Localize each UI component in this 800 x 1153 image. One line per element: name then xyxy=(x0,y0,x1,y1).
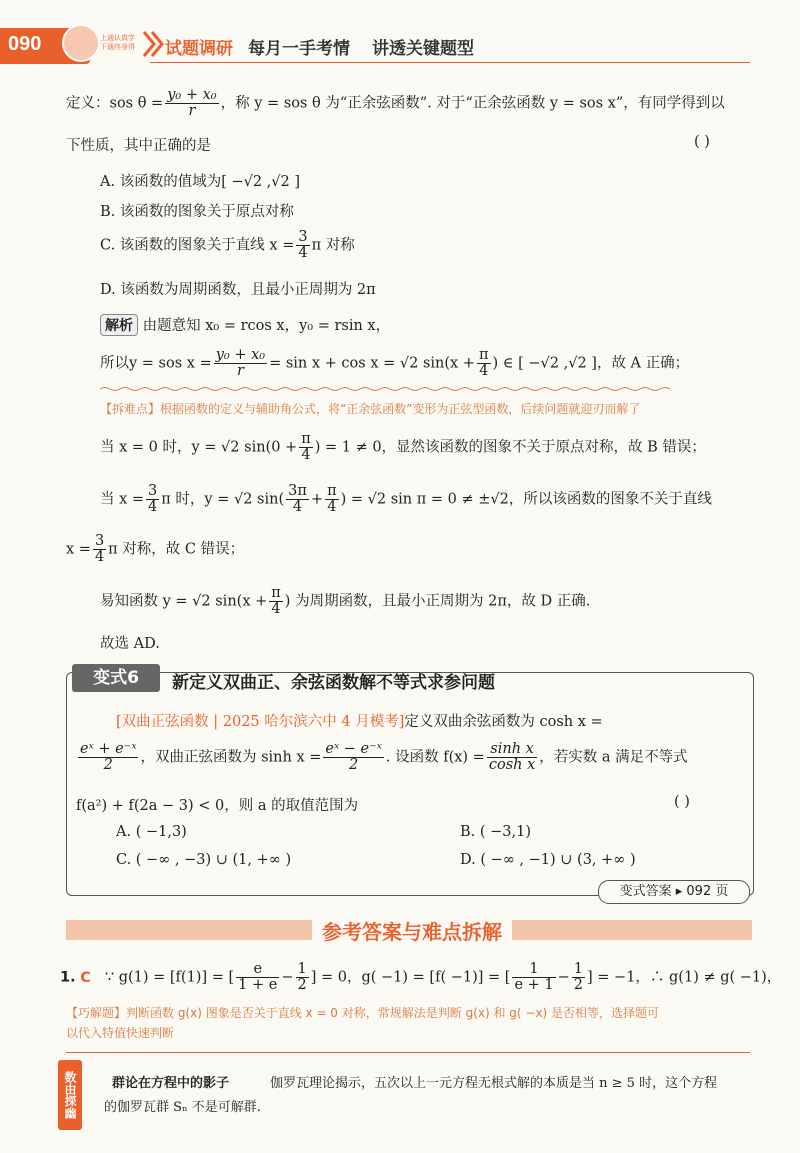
solution-line5: x = $\frac{3}{4}$ π 对称，故 C 错误； xyxy=(66,533,245,565)
solution-line4: 当 x = $\frac{3}{4}$ π 时，y = √2 sin( $\frac{3\pi}{4}$ + $\frac{\pi}{4}$ ) = √2 sin π = 0 ≠ ±√2，所以该函数的图象不关于直线 xyxy=(100,483,712,515)
page-number: 090 xyxy=(8,33,42,55)
footer-text-2: 的伽罗瓦群 Sₙ 不是可解群. xyxy=(104,1100,261,1115)
variant-option-d: D. ( −∞ , −1) ∪ (3, +∞ ) xyxy=(460,852,636,868)
header-title-2: 每月一手考情 xyxy=(248,39,350,59)
problem-intro: 定义：sos θ = $\frac{\text{y₀ + x₀}}{r}$ ，称 y = sos θ 为“正余弦函数”. 对于“正余弦函数 y = sos x”，有同学得到以 xyxy=(66,87,725,119)
variant-title: 新定义双曲正、余弦函数解不等式求参问题 xyxy=(172,673,495,693)
logo-caption: 上通认真学 下通终身得 xyxy=(100,35,135,51)
reference-note-1: 【巧解题】判断函数 g(x) 图象是否关于直线 x = 0 对称，常规解法是判断 g(x) 和 g( −x) 是否相等，选择题可 xyxy=(66,1006,660,1020)
answer-paren: ( ) xyxy=(694,134,710,150)
hint-note: 【拆难点】根据函数的定义与辅助角公式，将“正余弦函数”变形为正弦型函数，后续问题就迎刃而解了 xyxy=(100,402,641,416)
variant-option-b: B. ( −3,1) xyxy=(460,824,532,840)
solution-line3: 当 x = 0 时，y = √2 sin(0 + $\frac{\pi}{4}$ ) = 1 ≠ 0，显然该函数的图象不关于原点对称，故 B 错误； xyxy=(100,431,706,463)
option-d: D. 该函数为周期函数，且最小正周期为 2π xyxy=(100,282,376,298)
solution-line1: 解析 由题意知 x₀ = rcos x，y₀ = rsin x， xyxy=(100,314,390,336)
option-a: A. 该函数的值域为[ −√2 ,√2 ] xyxy=(100,174,301,190)
logo-icon xyxy=(62,24,100,62)
reference-line1: 1. C ∵ g(1) = [f(1)] = [ $\frac{e}{1 + e}$ − $\frac{1}{2}$ ] = 0，g( −1) = [f( −1)] = [ $\frac{1}{e + 1}$ − $\frac{1}{2}$ ] = −1，∴ g(1) ≠ g( −1)， xyxy=(60,961,782,993)
variant-option-c: C. ( −∞ , −3) ∪ (1, +∞ ) xyxy=(116,852,292,868)
header-title-1: 试题调研 xyxy=(165,39,233,59)
wavy-underline xyxy=(100,386,670,392)
header-title-3: 讲透关键题型 xyxy=(372,39,474,59)
footer-rule xyxy=(66,1052,750,1053)
variant-line1: [双曲正弦函数 | 2025 哈尔滨六中 4 月模考]定义双曲余弦函数为 cosh x = xyxy=(116,714,603,730)
variant-source: [双曲正弦函数 | 2025 哈尔滨六中 4 月模考] xyxy=(116,714,405,730)
problem-line2: 下性质，其中正确的是 xyxy=(66,138,211,154)
variant-option-a: A. ( −1,3) xyxy=(116,824,187,840)
solution-line6: 易知函数 y = √2 sin(x + $\frac{\pi}{4}$ ) 为周期函数，且最小正周期为 2π，故 D 正确. xyxy=(100,585,591,617)
footer-title: 群论在方程中的影子 xyxy=(112,1076,230,1091)
divider-slash-icon xyxy=(140,30,164,58)
header-rule xyxy=(150,62,750,63)
option-c: C. 该函数的图象关于直线 x = $\frac{3}{4}$ π 对称 xyxy=(100,229,355,261)
variant-paren: ( ) xyxy=(674,794,690,810)
option-b: B. 该函数的图象关于原点对称 xyxy=(100,204,294,220)
footer-text-1: 伽罗瓦理论揭示，五次以上一元方程无根式解的本质是当 n ≥ 5 时，这个方程 xyxy=(270,1076,718,1091)
variant-tag: 变式6 xyxy=(72,664,160,692)
variant-line3: f(a²) + f(2a − 3) < 0，则 a 的取值范围为 xyxy=(76,798,359,814)
solution-line2: 所以y = sos x = $\frac{\text{y₀ + x₀}}{r}$ = sin x + cos x = √2 sin(x + $\frac{\pi}{4}$ ) ∈ [ −√2 ,√2 ]，故 A 正确； xyxy=(100,347,690,379)
solution-line7: 故选 AD. xyxy=(100,636,160,652)
reference-note-2: 以代入特值快速判断 xyxy=(66,1026,175,1040)
footer-side-tag: 数由探幽 xyxy=(58,1060,82,1130)
solution-label: 解析 xyxy=(100,314,138,336)
reference-title: 参考答案与难点拆解 xyxy=(312,916,512,945)
variant-line2: $\frac{\text{eˣ + e⁻ˣ}}{2}$ ，双曲正弦函数为 sinh x = $\frac{\text{eˣ − e⁻ˣ}}{2}$ . 设函数 f(x) = $\frac{\text{sinh x}}{\text{cosh x}}$ ，若实数 a 满足不等式 xyxy=(80,741,688,773)
variant-answer-ref[interactable]: 变式答案 ▸ 092 页 xyxy=(598,880,750,904)
